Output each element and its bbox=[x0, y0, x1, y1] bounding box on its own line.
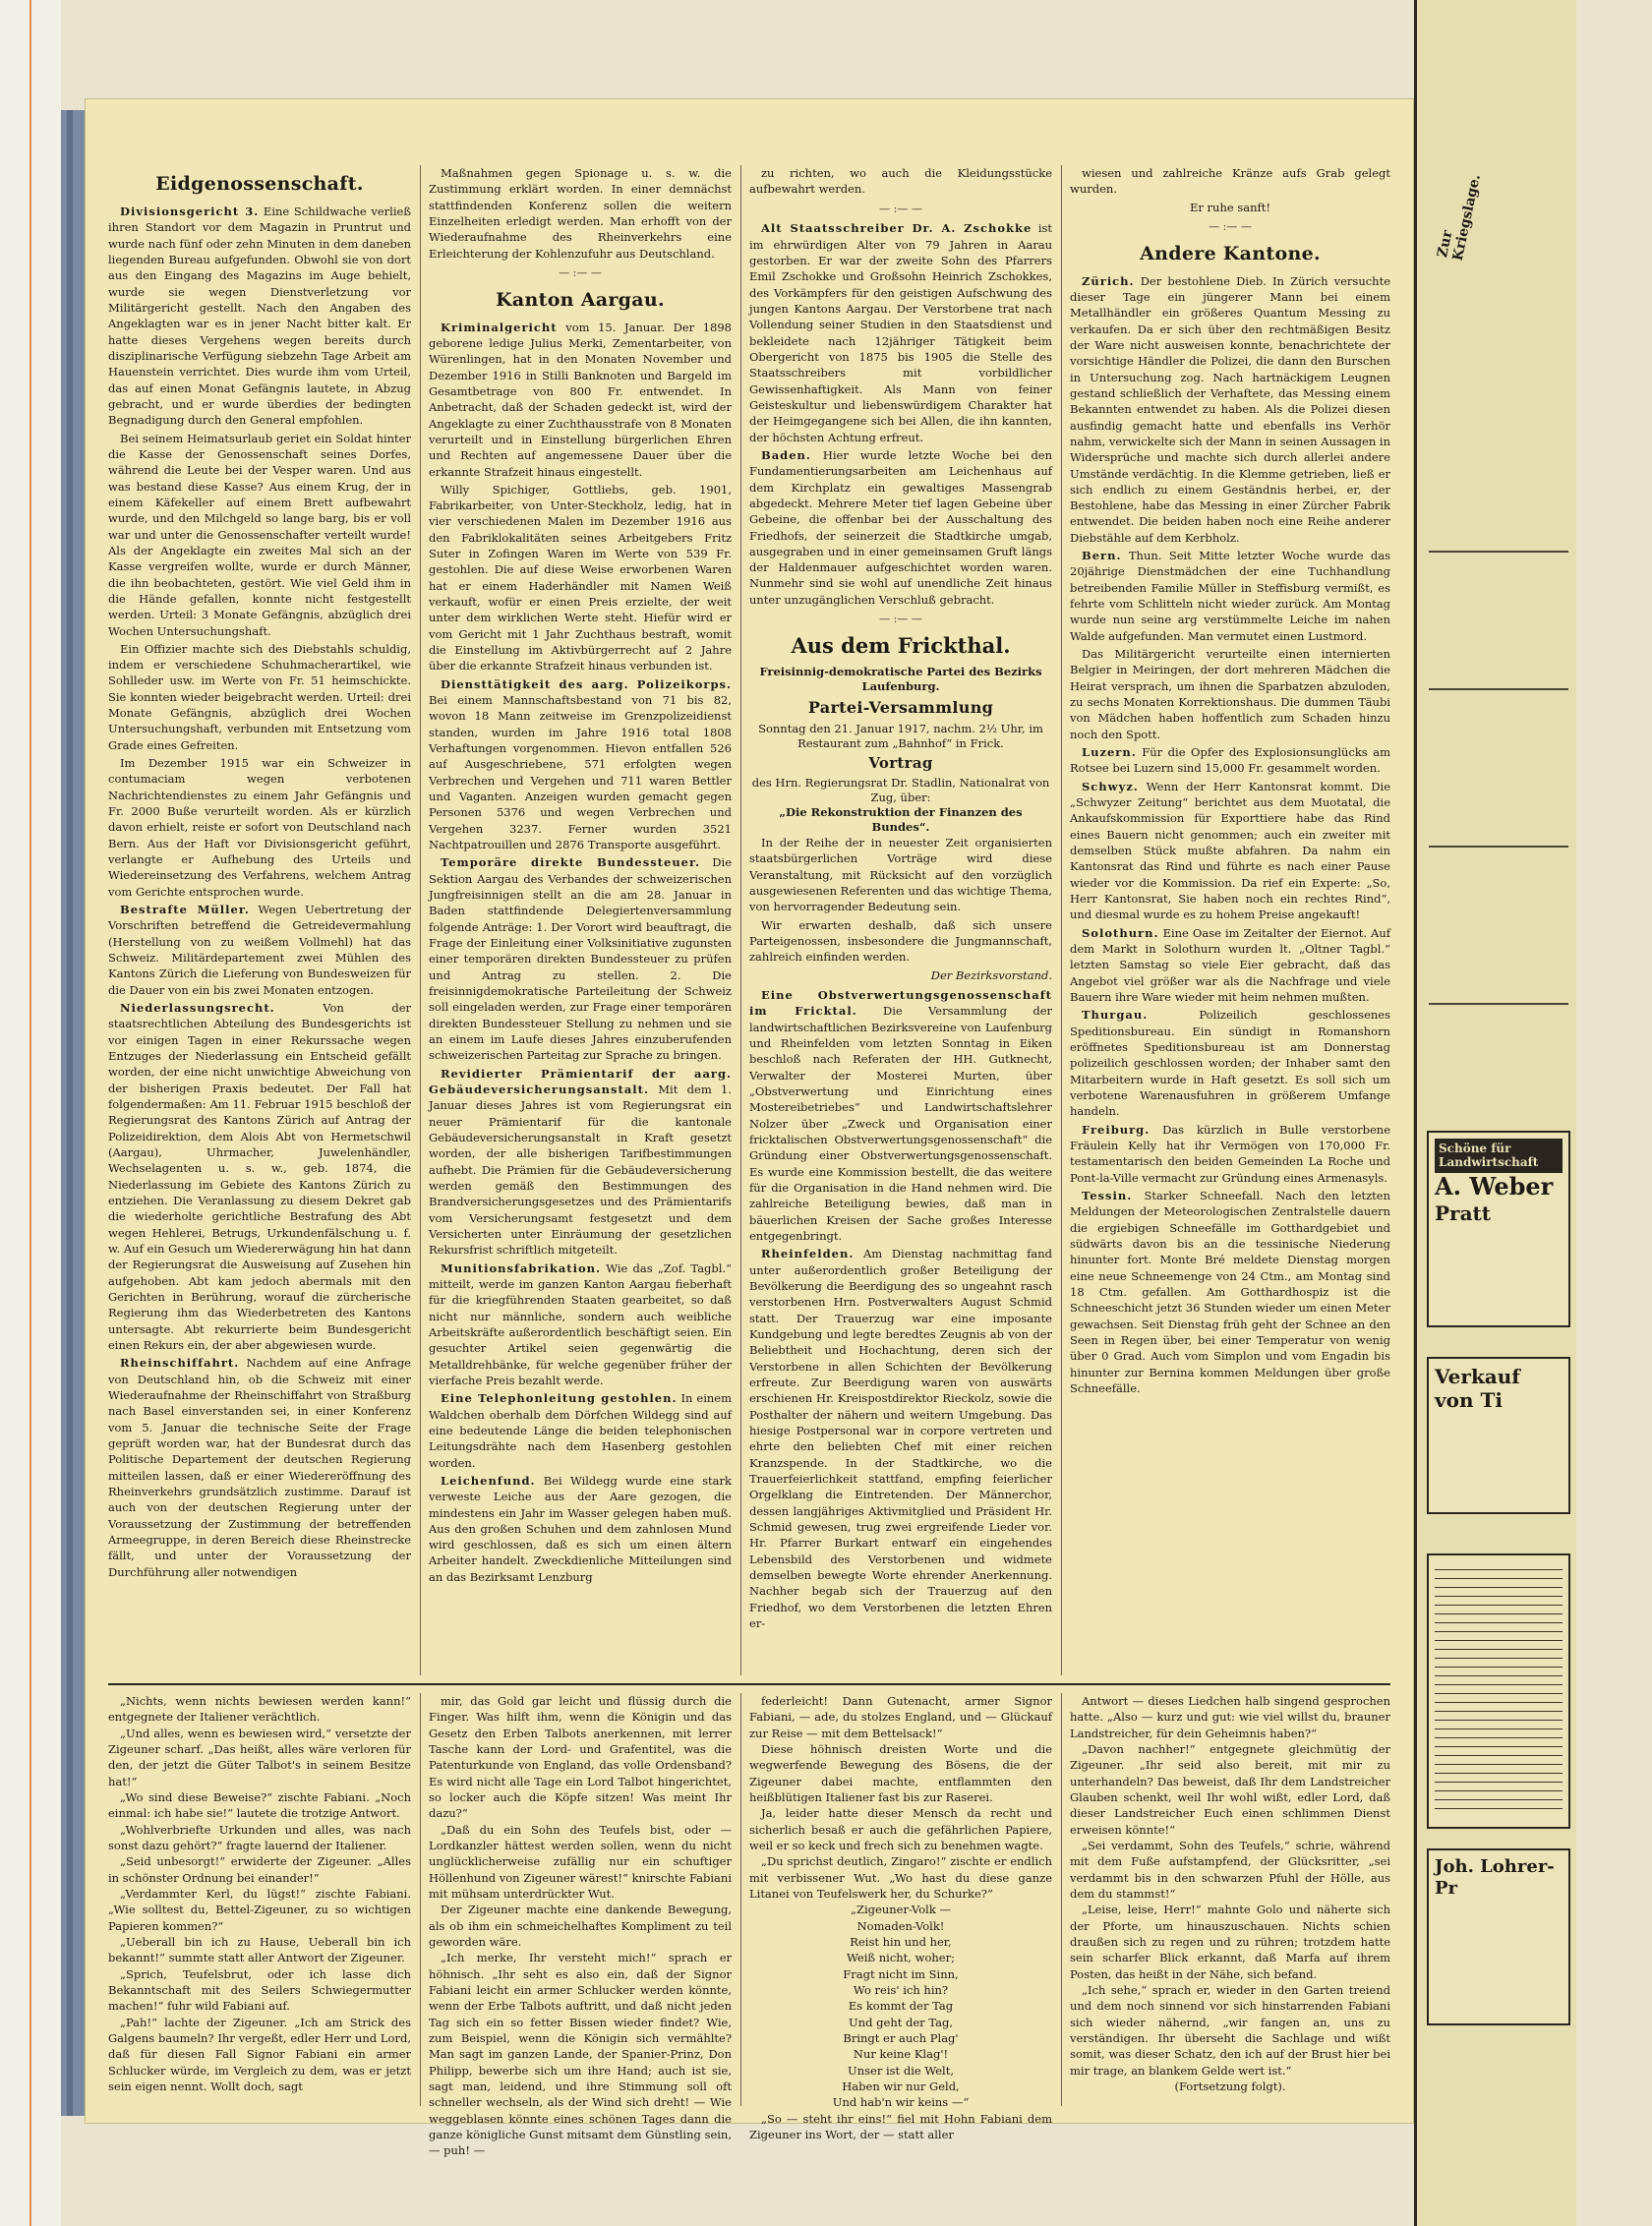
advertisement-verkauf bbox=[1427, 1357, 1570, 1514]
article-text: Polizeilich geschlossenes Speditionsbureau. Ein sündigt in Romanshorn eröffnetes Speditionsbureau ist am Donnerstag polizeilich geschlossen worden; der Inhaber samt den Mitarbeitern wurde in Haft gesetzt. Es soll sich um verbotene Warenausfuhren in größerem Umfange handeln. bbox=[1070, 1008, 1390, 1119]
article-rheinschiffahrt bbox=[108, 1355, 411, 1580]
story-paragraph: „Wohlverbriefte Urkunden und alles, was nach sonst dazu gehört?“ fragte lauernd der Italiener. bbox=[108, 1822, 411, 1852]
article-lead: Rheinschiffahrt. bbox=[120, 1356, 240, 1371]
verse-line: Unser ist die Welt, bbox=[848, 2063, 954, 2078]
article-lead: Kriminalgericht bbox=[441, 320, 558, 334]
article-lead: Freiburg. bbox=[1082, 1122, 1150, 1137]
article-text: Das kürzlich in Bulle verstorbene Fräulein Kelly hat ihr Vermögen von 170,000 Fr. testamentarisch den beiden Gemeinden La Roche und Pont-la-Ville vermacht zur Gründung eines Armenasyls. bbox=[1070, 1122, 1390, 1185]
article-paragraph: Maßnahmen gegen Spionage u. s. w. die Zustimmung erklärt worden. In einer demnächst stattfindenden Konferenz sollen die weitern Einzelheiten erledigt werden. Man erhofft von der Wiederaufnahme des Rheinverkehrs eine Erleichterung der Kohlenzufuhr aus Deutschland. bbox=[429, 166, 732, 261]
feuilleton-rule bbox=[1061, 1693, 1062, 2106]
feuilleton-rule bbox=[420, 1693, 421, 2106]
article-paragraph: Willy Spichiger, Gottliebs, geb. 1901, Fabrikarbeiter, von Unter-Steckholz, ledig, hat in vier verschiedenen Malen im Dezember 1916 aus den Fabriklokalitäten seines Arbeitgebers Fritz Suter in Zofingen Waren im Werte von 539 Fr. gestohlen. Die auf diese Weise erworbenen Waren hat er einem Haderhändler mit Namen Weiß verkauft, wofür er einen Preis erzielte, der weit unter dem wirklichen Werte steht. Hiefür wird er vom Gericht mit 1 Jahr Zuchthaus bestraft, womit die Einstellung im Aktivbürgerrecht auf 2 Jahre über die erkannte Strafzeit hinaus verbunden ist. bbox=[429, 482, 732, 674]
article-zuerich bbox=[1070, 273, 1390, 547]
separator: — :— — bbox=[879, 613, 922, 626]
story-paragraph: „Du sprichst deutlich, Zingaro!“ zischte er endlich mit verbissener Wut. „Wo hast du diese ganze Litanei von Teufelswerk her, du Schurke?“ bbox=[749, 1854, 1052, 1901]
verse-line: Und geht der Tag, bbox=[849, 2015, 953, 2029]
article-lead: Bestrafte Müller. bbox=[120, 903, 250, 917]
article-lead: Eine Obstverwertungsgenossenschaft im Fricktal. bbox=[749, 988, 1052, 1019]
news-columns bbox=[108, 165, 1390, 1675]
article-paragraph: Das Militärgericht verurteilte einen internierten Belgier in Meiringen, der dort mehreren Mädchen die Heirat versprach, um ihnen die Sparbatzen abzuloden, zu sechs Monaten Korrektionshaus. Die dummen Täubi von Mädchen haben hoffentlich zum Schaden hinzu noch den Spott. bbox=[1070, 647, 1390, 741]
article-praemientarif bbox=[429, 1066, 732, 1259]
article-lead: Rheinfelden. bbox=[761, 1247, 855, 1261]
article-lead: Niederlassungsrecht. bbox=[120, 1001, 275, 1016]
verse-line: Wo reis' ich hin? bbox=[853, 1982, 949, 1997]
article-text: Die Sektion Aargau des Verbandes der schweizerischen Jungfreisinnigen stellt an die am 28. Januar in Baden stattfindende Delegiertenversammlung folgende Anträge: 1. Der Vorort wird beauftragt, die Frage der Einleitung einer Volksinitiative zugunsten einer temporären direkten Bundessteuer zu prüfen und Antrag zu stellen. 2. Die freisinnigdemokratische Parteileitung der Schweiz soll eingeladen werden, zur Frage einer temporären direkten Bundessteuer Stellung zu nehmen und sie an einem im Laufe dieses Jahres einzuberufenden schweizerischen Parteitag zur Sprache zu bringen. bbox=[429, 855, 733, 1063]
book-binding bbox=[61, 110, 85, 2116]
article-baden bbox=[749, 447, 1052, 608]
article-paragraph: Im Dezember 1915 war ein Schweizer in contumaciam wegen verbotenen Nachrichtendienstes zu einem Jahr Gefängnis und Fr. 2000 Buße verurteilt worden. Als er kürzlich davon erhielt, reiste er sofort von Deutschland nach Bern. Aus der Haft vor Divisionsgericht geführt, verlangte er Aufhebung des Urteils und Wiedereinsetzung des Verfahrens, welchem Antrag vom Gerichte entsprochen wurde. bbox=[108, 756, 411, 899]
article-lead: Temporäre direkte Bundessteuer. bbox=[441, 855, 701, 870]
ad-word: Pratt bbox=[1435, 1201, 1492, 1225]
sideways-heading: Zur Kriegslage. bbox=[1435, 172, 1484, 263]
article-niederlassungsrecht bbox=[108, 1000, 411, 1353]
section-heading-frickthal: Aus dem Frickthal. bbox=[791, 632, 1011, 658]
adjacent-page bbox=[1414, 0, 1576, 2226]
verse-line: Bringt er auch Plag' bbox=[843, 2030, 959, 2045]
book-binding-edge bbox=[67, 110, 73, 2116]
verse-line: Nur keine Klag'! bbox=[853, 2047, 949, 2062]
article-leichenfund bbox=[429, 1473, 732, 1585]
story-paragraph: Diese höhnisch dreisten Worte und die wegwerfende Bewegung des Bösens, die der Zigeuner dabei machte, entflammten den heißblütigen Italiener fast bis zur Raserei. bbox=[749, 1741, 1052, 1804]
article-lead: Leichenfund. bbox=[441, 1473, 536, 1488]
speaker: des Hrn. Regierungsrat Dr. Stadlin, Nationalrat von Zug, über: bbox=[751, 776, 1050, 805]
story-paragraph: „Davon nachher!“ entgegnete gleichmütig der Zigeuner. „Ihr seid also bereit, mit mir zu unterhandeln? Das beweist, daß Ihr dem Landstreicher Glauben schenkt, weil Ihr wohl wißt, edler Lord, daß dieser Landstreicher Euch einen schlimmen Dienst erweisen könnte!“ bbox=[1070, 1741, 1390, 1837]
article-paragraph: Bei seinem Heimatsurlaub geriet ein Soldat hinter die Kasse der Genossenschaft seines Dorfes, während die Leute bei der Vesper waren. Und aus was bestand diese Kasse? Aus einem Krug, der in einem Käfekeller auf einem Brett aufbewahrt wurde, und den Milchgeld so lange barg, bis er voll war und unter die Genossenschafter verteilt wurde! Als der Angeklagte ein zweites Mal sich an der Kasse vergreifen wollte, wurde er durch Männer, die ihn beobachteten, gestört. Wie viel Geld ihm in die Hände gefallen, konnte nicht festgestellt werden. Urteil: 3 Monate Gefängnis, abzüglich drei Wochen Untersuchungshaft. bbox=[108, 431, 411, 638]
story-paragraph: „So — steht ihr eins!“ fiel mit Hohn Fabiani dem Zigeuner ins Wort, der — statt aller bbox=[749, 2111, 1052, 2141]
article-lead: Zürich. bbox=[1082, 273, 1135, 288]
article-zschokke bbox=[749, 220, 1052, 445]
feuilleton-column-4 bbox=[1070, 1693, 1390, 2106]
article-lead: Divisionsgericht 3. bbox=[120, 204, 260, 218]
column-3 bbox=[749, 165, 1052, 1675]
article-lead: Schwyz. bbox=[1082, 779, 1139, 793]
article-text: Starker Schneefall. Nach den letzten Meldungen der Meteorologischen Zentralstelle dauern die ergiebigen Schneefälle im Gotthardgebiet und südwärts davon bis an die tessinische Niederung hinunter fort. Monte Bré meldete Dienstag morgen eine neue Schneemenge von 24 Ctm., am Montag sind 18 Ctm. gefallen. Am Gotthardhospiz ist die Schneeschicht jetzt 36 Stunden wieder um einen Meter gewachsen. Seit Dienstag früh geht der Schnee an den Seen in Regen über, bei einer Temperatur von wenig über 0 Grad. Auch vom Simplon und vom Engadin bis hinunter zur Bernina kommen Meldungen über große Schneefälle. bbox=[1070, 1188, 1391, 1395]
story-paragraph: „Pah!“ lachte der Zigeuner. „Ich am Strick des Galgens baumeln? Ihr vergeßt, edler Herr und Lord, daß für diesen Fall Signor Fabiani ein armer Schlucker würde, im Vergleich zu dem, was er jetzt sein eigen nennt. Wollt doch, sagt bbox=[108, 2015, 411, 2093]
story-paragraph: „Verdammter Kerl, du lügst!“ zischte Fabiani. „Wie solltest du, Bettel-Zigeuner, zu so wichtigen Papieren kommen?“ bbox=[108, 1886, 411, 1933]
section-heading-eidgenossenschaft: Eidgenossenschaft. bbox=[155, 173, 364, 195]
article-text: Wenn der Herr Kantonsrat kommt. Die „Schwyzer Zeitung“ berichtet aus dem Muotatal, die Ankaufskommission für Exporttiere habe das Rind eines Bauern nicht genommen; auch ein zweiter mit demselben Stück mußte abfahren. Da nahm ein Kantonsrat das Rind und führte es nach einer Pause wieder vor die Kommission. Da rief ein Experte: „So, Herr Kantonsrat, Sie haben noch ein rechtes Rind“, und diesmal wurde es zu hohem Preise angekauft! bbox=[1070, 779, 1391, 922]
verse-line: Fragt nicht im Sinn, bbox=[843, 1966, 959, 1981]
article-text: Eine Oase im Zeitalter der Eiernot. Auf dem Markt in Solothurn wurden lt. „Oltner Tagbl.“ letzten Samstag so viele Eier gebracht, daß das Angebot viel größer war als die Nachfrage und viele Bauern ihre Ware wieder mit heim nehmen mußten. bbox=[1070, 925, 1391, 1004]
advertisement-misc bbox=[1427, 1553, 1570, 1829]
story-paragraph: mir, das Gold gar leicht und flüssig durch die Finger. Was hilft ihm, wenn die Königin und das Gesetz den Erben Talbots anerkennen, mit lerrer Tasche kann der Lord- und Grafentitel, was die Patenturkunde von England, das volle Ordensband? Es wird nicht alle Tage ein Lord Talbot hingerichtet, so locker auch die Köpfe sitzen! Was meint Ihr dazu?“ bbox=[429, 1694, 732, 1821]
ad-word: Joh. Lohrer-Pr bbox=[1435, 1856, 1555, 1899]
column-4 bbox=[1070, 165, 1390, 1675]
article-lead: Revidierter Prämientarif der aarg. Gebäudeversicherungsanstalt. bbox=[429, 1066, 732, 1096]
article-bern bbox=[1070, 548, 1390, 644]
advertisement-lohrer bbox=[1427, 1848, 1570, 2025]
binding-thread bbox=[30, 0, 31, 2226]
article-solothurn bbox=[1070, 925, 1390, 1006]
newspaper-page bbox=[85, 98, 1414, 2158]
article-lead: Thurgau. bbox=[1082, 1008, 1149, 1023]
article-paragraph: In der Reihe der in neuester Zeit organisierten staatsbürgerlichen Vorträge wird diese Veranstaltung, mit Rücksicht auf den vorzüglich ausgewiesenen Referenten und das wichtige Thema, von hervorragender Bedeutung sein. bbox=[749, 836, 1052, 914]
column-rule bbox=[1061, 165, 1062, 1675]
verse-line: Haben wir nur Geld, bbox=[842, 2079, 960, 2093]
verse-line: Weiß nicht, woher; bbox=[847, 1951, 955, 1965]
article-freiburg bbox=[1070, 1122, 1390, 1186]
column-rule bbox=[420, 165, 421, 1675]
meeting-title: Partei-Versammlung bbox=[807, 698, 994, 718]
article-text: In einem Waldchen oberhalb dem Dörfchen Wildegg sind auf eine bedeutende Länge die beiden telephonischen Leitungsdrähte nach dem Hasenberg gestohlen worden. bbox=[429, 1391, 732, 1470]
article-text: Die Versammlung der landwirtschaftlichen Bezirksvereine von Laufenburg und Rheinfelden vom letzten Sonntag in Eiken beschloß nach Referaten der HH. Gutknecht, Verwalter der Mosterei Murten, über „Obstverwertung und Einrichtung eines Mostereibetriebes“ und Landwirtschaftslehrer Nolzer über „Zweck und Organisation einer fricktalischen Obstverwertungsgenossenschaft“ die Gründung einer Obstverwertungsgenossenschaft. Es wurde eine Kommission bestellt, die das weitere für die Organisation in die Hand nehmen wird. Die zahlreiche Beteiligung bewies, daß man in bäuerlichen Kreisen der Sache großes Interesse entgegenbringt. bbox=[749, 1004, 1053, 1243]
article-munitionsfabrikation bbox=[429, 1260, 732, 1389]
text-line bbox=[1429, 688, 1568, 700]
vortrag-heading: Vortrag bbox=[868, 754, 933, 773]
party-announcement: Freisinnig-demokratische Partei des Bezirks Laufenburg. bbox=[759, 664, 1042, 693]
article-rheinfelden bbox=[749, 1246, 1052, 1631]
feuilleton-column-1 bbox=[108, 1693, 411, 2106]
article-paragraph: wiesen und zahlreiche Kränze aufs Grab gelegt wurden. bbox=[1070, 166, 1390, 197]
feuilleton-rule bbox=[740, 1693, 741, 2106]
verse-line: Und hab'n wir keins —“ bbox=[832, 2095, 970, 2110]
article-bundessteuer bbox=[429, 854, 732, 1063]
story-paragraph: Antwort — dieses Liedchen halb singend gesprochen hatte. „Also — kurz und gut: wie viel willst du, brauner Landstreicher, für dein Geheimnis haben?“ bbox=[1070, 1694, 1390, 1740]
ad-name: A. Weber bbox=[1435, 1171, 1554, 1201]
story-paragraph: „Und alles, wenn es bewiesen wird,“ versetzte der Zigeuner scharf. „Das heißt, alles wäre verloren für den, der jetzt die Güter Talbot's in seinem Besitze hat!“ bbox=[108, 1726, 411, 1788]
article-text: Nachdem auf eine Anfrage von Deutschland hin, ob die Schweiz mit einer Wiederaufnahme der Rheinschiffahrt von Straßburg nach Basel einverstanden sei, in einer Konferenz vom 5. Januar die technische Seite der Frage geprüft worden war, hat der Bundesrat durch das Politische Departement der deutschen Regierung mitteilen lassen, daß er einer Wiedereröffnung des Rheinverkehrs grundsätzlich zustimme. Darauf ist auch von der deutschen Regierung unter der Voraussetzung der Zustimmung der betreffenden Armeegruppe, in deren Bereich diese Rheinstrecke fällt, und unter der Voraussetzung der Durchführung aller notwendigen bbox=[108, 1356, 411, 1579]
article-lead: Eine Telephonleitung gestohlen. bbox=[441, 1391, 678, 1406]
feuilleton-column-2 bbox=[429, 1693, 732, 2158]
article-bestrafte-mueller bbox=[108, 902, 411, 998]
column-rule bbox=[740, 165, 741, 1675]
article-text: Am Dienstag nachmittag fand unter außerordentlich großer Beteiligung der Bevölkerung die Beerdigung des so ungeahnt rasch verstorbenen Hrn. Postverwalters August Schmid statt. Der Trauerzug war eine imposante Kundgebung und legte beredtes Zeugnis ab von der Beliebtheit und Hochachtung, deren sich der Verstorbene in allen Schichten der Bevölkerung erfreute. Zur Beerdigung waren von auswärts erschienen Hr. Kreispostdirektor Rieckolz, sowie die Posthalter der nähern und weitern Umgebung. Das hiesige Postpersonal war in corpore vertreten und ehrte den beliebten Chef mit einer reichen Kranzspende. In der Stadtkirche, wo die Trauerfeierlichkeit stattfand, empfing feierlicher Orgelklang die Eintretenden. Der Männerchor, dessen langjähriges Aktivmitglied und Präsident Hr. Schmid gewesen, trug zwei ergreifende Lieder vor. Hr. Pfarrer Burkart entwarf ein eingehendes Lebensbild des Verstorbenen und widmete demselben bewegte Worte ehrender Anerkennung. Nachher begab sich der Trauerzug auf den Friedhof, wo dem Verstorbenen die letzten Ehren er- bbox=[749, 1247, 1053, 1630]
article-lead: Tessin. bbox=[1082, 1188, 1133, 1202]
article-lead: Solothurn. bbox=[1082, 925, 1159, 940]
article-text: vom 15. Januar. Der 1898 geborene ledige Julius Merki, Zementarbeiter, von Würenlingen, hat in den Monaten November und Dezember 1916 in Stilli Banknoten und Bargeld im Gesamtbetrage von 800 Fr. entwendet. In Anbetracht, daß der Schaden gedeckt ist, wird der Angeklagte zu einer Zuchthausstrafe von 8 Monaten verurteilt und in Einstellung bürgerlichen Ehren und Rechten auf angemessene Dauer über die erkannte Strafzeit hinaus eingestellt. bbox=[429, 320, 732, 479]
article-lead: Baden. bbox=[761, 447, 811, 462]
advertisement-weber bbox=[1427, 1131, 1570, 1327]
section-heading-andere-kantone: Andere Kantone. bbox=[1140, 242, 1321, 264]
article-text: Hier wurde letzte Woche bei den Fundamentierungsarbeiten am Leichenhaus auf dem Kirchplatz ein gewaltiges Massengrab abgedeckt. Mehrere Meter tief lagen Gebeine über Gebeine, die offenbar bei der Ausschaltung des Friedhofs, der seinerzeit die Stadtkirche umgab, ausgegraben und in einer gemeinsamen Gruft längs der Haldenmauer aufgeschichtet worden waren. Nunmehr sind sie wohl auf unendliche Zeit hinaus unter unzugänglichen Verschluß gebracht. bbox=[749, 447, 1053, 607]
text-line bbox=[1429, 846, 1568, 857]
article-lead: Alt Staatsschreiber Dr. A. Zschokke bbox=[761, 221, 1032, 236]
article-text: Thun. Seit Mitte letzter Woche wurde das 20jährige Dienstmädchen der eine Tuchhandlung betreibenden Familie Müller in Steffisburg vermißt, es fehrte vom Schlitteln nicht wieder zurück. Am Montag wurde nun seine arg verstümmelte Leiche im nahen Walde aufgefunden. Man vermutet einen Lustmord. bbox=[1070, 549, 1391, 643]
story-paragraph: „Ich merke, Ihr versteht mich!“ sprach er höhnisch. „Ihr seht es also ein, daß der Signor Fabiani leicht ein armer Schlucker werden könnte, wenn der Erbe Talbots auftritt, und daß nicht jeden Tag sich ein so fetter Bissen wieder findet? Wie, zum Beispiel, wenn die Königin sich vermählte? Man sagt im ganzen Lande, der Spanier-Prinz, Don Philipp, bewerbe sich um ihre Hand; auch ist sie, sagt man, leidend, und ihre Stimmung soll oft schneller wechseln, als der Wind sich dreht! — Wie weggeblasen könnte eines schönen Tages dann die ganze königliche Gunst mitsamt dem Günstling sein, — puh! — bbox=[429, 1951, 732, 2158]
story-paragraph: Der Zigeuner machte eine dankende Bewegung, als ob ihm ein schmeichelhaftes Kompliment zu teil geworden wäre. bbox=[429, 1903, 732, 1949]
article-tessin bbox=[1070, 1188, 1390, 1396]
verse-line: Nomaden-Volk! bbox=[856, 1918, 945, 1933]
article-lead: Luzern. bbox=[1082, 745, 1137, 760]
section-heading-kanton-aargau: Kanton Aargau. bbox=[496, 288, 665, 311]
article-text: Von der staatsrechtlichen Abteilung des Bundesgerichts ist vor einigen Tagen in einer Rekurssache wegen Entzuges der Niederlassung ein Entscheid gefällt worden, der eine nicht unwichtige Abweichung von der bisherigen Praxis bedeutet. Der Fall hat folgendermaßen: Am 11. Februar 1915 beschloß der Regierungsrat des Kantons Zürich auf Antrag der Polizeidirektion, dem Alois Abt von Hermetschwil (Aargau), Uhrmacher, Juwelenhändler, Wechselagenten u. s. w., geb. 1874, die Niederlassung im Gebiete des Kantons Zürich zu entziehen. Die Veranlassung zu diesem Dekret gab die wiederholte gerichtliche Bestrafung des Abt wegen Hehlerei, Betrugs, Urkundenfälschung u. f. w. Auf ein Gesuch um Wiedererwägung hin hat dann der Regierungsrat die Ausweisung auf Zusehen hin aufgehoben. Abt kam jedoch abermals mit den Gerichten in Berührung, worauf die zürcherische Regierung ihm das Wiederbetreten des Kantons untersagte. Abt rekurrierte beim Bundesgericht einen Rekurs ein, der aber abgewiesen wurde. bbox=[108, 1001, 411, 1352]
article-schwyz bbox=[1070, 779, 1390, 923]
article-telephonleitung bbox=[429, 1390, 732, 1471]
article-luzern bbox=[1070, 744, 1390, 777]
article-text: ist im ehrwürdigen Alter von 79 Jahren in Aarau gestorben. Er war der zweite Sohn des Pfarrers Emil Zschokke und Großsohn Heinrich Zschokkes, des Vorkämpfers für den geistigen Aufschwung des jungen Kantons Aargau. Der Verstorbene trat nach Vollendung seiner Studien in den Staatsdienst und bekleidete nach 12jähriger Tätigkeit beim Obergericht von 1875 bis 1905 die Stelle des Staatsschreibers mit vorbildlicher Gewissenhaftigkeit. Als Mann von feiner Geisteskultur und liebenswürdigem Charakter hat der Heimgegangene sich bei Allen, die ihn kannten, der höchsten Achtung erfreut. bbox=[749, 221, 1053, 444]
continued-notice: (Fortsetzung folgt). bbox=[1174, 2079, 1286, 2093]
story-paragraph: „Ich sehe,“ sprach er, wieder in den Garten treiend und dem noch sinnend vor sich hinstarrenden Fabiani sich wieder nähernd, „wir fangen an, uns zu verständigen. Ihr überseht die Sachlage und wißt somit, was dieser Schatz, den ich auf der Brust hier bei mir trage, an blankem Gelde wert ist.“ bbox=[1070, 1982, 1390, 2078]
story-paragraph: federleicht! Dann Gutenacht, armer Signor Fabiani, — ade, du stolzes England, und — Glückauf zur Reise — mit dem Bettelsack!“ bbox=[749, 1694, 1052, 1740]
article-text: Bei einem Mannschaftsbestand von 71 bis 82, wovon 18 Mann zeitweise im Grenzpolizeidienst standen, wurden im Jahre 1916 total 1808 Verhaftungen vorgenommen. Hievon entfallen 526 auf Ausgeschriebene, 571 erfolgten wegen Verbrechen und Vergehen und 711 waren Bettler und Vaganten. Anzeigen wurden gemacht gegen Personen 5376 und wegen Verbrechen und Vergehen 3237. Ferner wurden 3521 Nachtpatrouillen und 2876 Transporte ausgeführt. bbox=[429, 693, 732, 852]
article-paragraph: zu richten, wo auch die Kleidungsstücke aufbewahrt werden. bbox=[749, 166, 1052, 197]
verse-line: Es kommt der Tag bbox=[848, 1999, 954, 2014]
ad-illustration bbox=[1435, 1561, 1563, 1817]
article-text: Mit dem 1. Januar dieses Jahres ist vom Regierungsrat ein neuer Prämientarif für die kantonale Gebäudeversicherungsanstalt in Kraft gesetzt worden, der alle bisherigen Tarifbestimmungen aufhebt. Die Prämien für die Gebäudeversicherung werden gemäß den Bestimmungen des Brandversicherungsgesetzes und des Prämientarifs vom Versicherungsamt festgesetzt und dem Versicherten unter Einräumung der gesetzlichen Rekursfrist schriftlich mitgeteilt. bbox=[429, 1082, 733, 1258]
story-paragraph: „Ueberall bin ich zu Hause, Ueberall bin ich bekannt!“ summte statt aller Antwort der Zigeuner. bbox=[108, 1934, 411, 1965]
separator: — :— — bbox=[559, 265, 602, 279]
story-paragraph: „Sprich, Teufelsbrut, oder ich lasse dich Bekanntschaft mit des Seilers Schwiegermutter machen!“ fuhr wild Fabiani auf. bbox=[108, 1966, 411, 2014]
story-paragraph: „Sei verdammt, Sohn des Teufels,“ schrie, während mit dem Fuße aufstampfend, der Glücksritter, „sei verdammt bis in den schwarzen Pfuhl der Hölle, aus dem du stammst!“ bbox=[1070, 1838, 1390, 1901]
article-paragraph: Ein Offizier machte sich des Diebstahls schuldig, indem er verschiedene Schuhmacherartikel, wie Sohlleder usw. im Werte von Fr. 51 heimschickte. Sie konnten wieder beigebracht werden. Urteil: drei Monate Gefängnis, abzüglich drei Wochen Untersuchungshaft, verbunden mit Entsetzung vom Grade eines Gefreiten. bbox=[108, 641, 411, 752]
article-kriminalgericht bbox=[429, 320, 732, 480]
article-paragraph: Wir erwarten deshalb, daß sich unsere Parteigenossen, insbesondere die Jungmannschaft, zahlreich einfinden werden. bbox=[749, 917, 1052, 965]
story-paragraph: „Daß du ein Sohn des Teufels bist, oder — Lordkanzler hättest werden sollen, wenn du nicht unglücklicherweise zufällig nur ein schuftiger Höllenhund von Zigeuner wärest!“ knirschte Fabiani mit mühsam unterdrückter Wut. bbox=[429, 1822, 732, 1901]
article-text: Eine Schildwache verließ ihren Standort vor dem Magazin in Pruntrut und wurde nach fünf oder zehn Minuten in dem daneben liegenden Bureau aufgefunden. Obwohl sie von dort aus den Eingang des Magazins im Auge behielt, wurde sie wegen Dienstverletzung vor Militärgericht gestellt. Nach den Angaben des Angeklagten war es in jener Nacht bitter kalt. Er hatte dieses Vergehens wegen bereits durch disziplinarische Verfügung siebzehn Tage Arbeit am Hauenstein verrichtet. Dies wurde ihm vom Urteil, das auf einen Monat Gefängnis lautete, in Abzug gebracht, und er wurde überdies der bedingten Begnadigung durch den General empfohlen. bbox=[108, 204, 411, 428]
text-line bbox=[1429, 1003, 1568, 1015]
separator: — :— — bbox=[879, 202, 922, 215]
ad-banner: Schöne für Landwirtschaft bbox=[1435, 1139, 1563, 1173]
story-paragraph: „Nichts, wenn nichts bewiesen werden kann!“ entgegnete der Italiener verächtlich. bbox=[108, 1694, 411, 1725]
ad-word: Verkauf von Ti bbox=[1435, 1365, 1520, 1412]
signature-board: Der Bezirksvorstand. bbox=[930, 967, 1052, 982]
verse-line: Reist hin und her, bbox=[850, 1934, 952, 1949]
article-lead: Munitionsfabrikation. bbox=[441, 1260, 602, 1275]
feuilleton-column-3 bbox=[749, 1693, 1052, 2141]
article-text: Bei Wildegg wurde eine stark verweste Leiche aus der Aare gezogen, die mindestens ein Jahr im Wasser gelegen haben muß. Aus den großen Schuhen und dem zahnlosen Mund wird geschlossen, daß es sich um einen ältern Arbeiter handelt. Zweckdienliche Mitteilungen sind an das Bezirksamt Lenzburg bbox=[429, 1473, 732, 1584]
article-polizeikorps bbox=[429, 676, 732, 853]
article-text: Für die Opfer des Explosionsunglücks am Rotsee bei Luzern sind 15,000 Fr. gesammelt worden. bbox=[1070, 745, 1390, 776]
article-closing: Er ruhe sanft! bbox=[1190, 200, 1270, 214]
article-lead: Bern. bbox=[1082, 549, 1122, 563]
column-2 bbox=[429, 165, 732, 1675]
text-line bbox=[1429, 551, 1568, 562]
separator: — :— — bbox=[1209, 219, 1252, 233]
article-text: Der bestohlene Dieb. In Zürich versuchte dieser Tage ein jüngerer Mann bei einem Metallhändler ein größeres Quantum Messing zu verkaufen. Da er sich über den rechtmäßigen Besitz der Ware nicht ausweisen konnte, benachrichtete der vorsichtige Händler die Polizei, die dann den Burschen in Untersuchung zog. Nach hartnäckigem Leugnen gestand schließlich der Verhaftete, das Messing einem Bekannten entwendet zu haben. Als die Polizei diesen ausfindig gemacht hatte und ebenfalls ins Verhör nahm, verwickelte sich der Mann in seinen Aussagen in Widersprüche und machte sich durch allerlei andere Umstände verdächtig. In die Klemme getrieben, ließ er sich endlich zu einem Geständnis herbei, er, der Bestohlene, habe das Messing in einer Zürcher Fabrik entwendet. Die beiden haben noch eine Reihe anderer Diebstähle auf dem Kerbholz. bbox=[1070, 273, 1390, 545]
verse-line: „Zigeuner-Volk — bbox=[851, 1903, 951, 1917]
article-divisionsgericht bbox=[108, 204, 411, 429]
article-text: Wie das „Zof. Tagbl.“ mitteilt, werde im ganzen Kanton Aargau fieberhaft für die kriegführenden Staaten gearbeitet, so daß nicht nur männliche, sondern auch weibliche Arbeitskräfte außerordentlich beschäftigt seien. Ein gesuchter Artikel seien gegenwärtig die Metalldrehbänke, für welche gegenüber früher der vierfache Preis bezahlt werde. bbox=[429, 1260, 732, 1387]
article-lead: Diensttätigkeit des aarg. Polizeikorps. bbox=[441, 676, 732, 691]
column-1 bbox=[108, 165, 411, 1675]
feuilleton-divider bbox=[108, 1683, 1390, 1685]
article-thurgau bbox=[1070, 1007, 1390, 1119]
story-paragraph: „Wo sind diese Beweise?“ zischte Fabiani. „Noch einmal: ich habe sie!“ lautete die trotzige Antwort. bbox=[108, 1789, 411, 1821]
story-paragraph: „Seid unbesorgt!“ erwiderte der Zigeuner. „Alles in schönster Ordnung bei einander!“ bbox=[108, 1854, 411, 1885]
story-paragraph: „Leise, leise, Herr!“ mahnte Golo und näherte sich der Pforte, um hinauszuschauen. Nichts schien draußen sich zu regen und zu rühren; trotzdem hatte sein scharfer Blick erkannt, daß Marfa auf ihrem Posten, das heißt in der Nähe, sich befand. bbox=[1070, 1903, 1390, 1981]
lecture-topic: „Die Rekonstruktion der Finanzen des Bundes“. bbox=[779, 805, 1023, 835]
story-paragraph: Ja, leider hatte dieser Mensch da recht und sicherlich besaß er auch die gefährlichen Papiere, weil er so keck und frech sich zu benehmen wagte. bbox=[749, 1806, 1052, 1852]
article-obstverwertung bbox=[749, 987, 1052, 1244]
meeting-when: Sonntag den 21. Januar 1917, nachm. 2½ Uhr, im Restaurant zum „Bahnhof“ in Frick. bbox=[758, 722, 1043, 751]
article-text: Wegen Uebertretung der Vorschriften betreffend die Getreidevermahlung (Herstellung von zu weißem Vollmehl) hat das Schweiz. Militärdepartement zwei Mühlen des Kantons Zürich die Lieferung von Bundesweizen für die Dauer von ein bis zwei Monaten entzogen. bbox=[108, 903, 412, 997]
